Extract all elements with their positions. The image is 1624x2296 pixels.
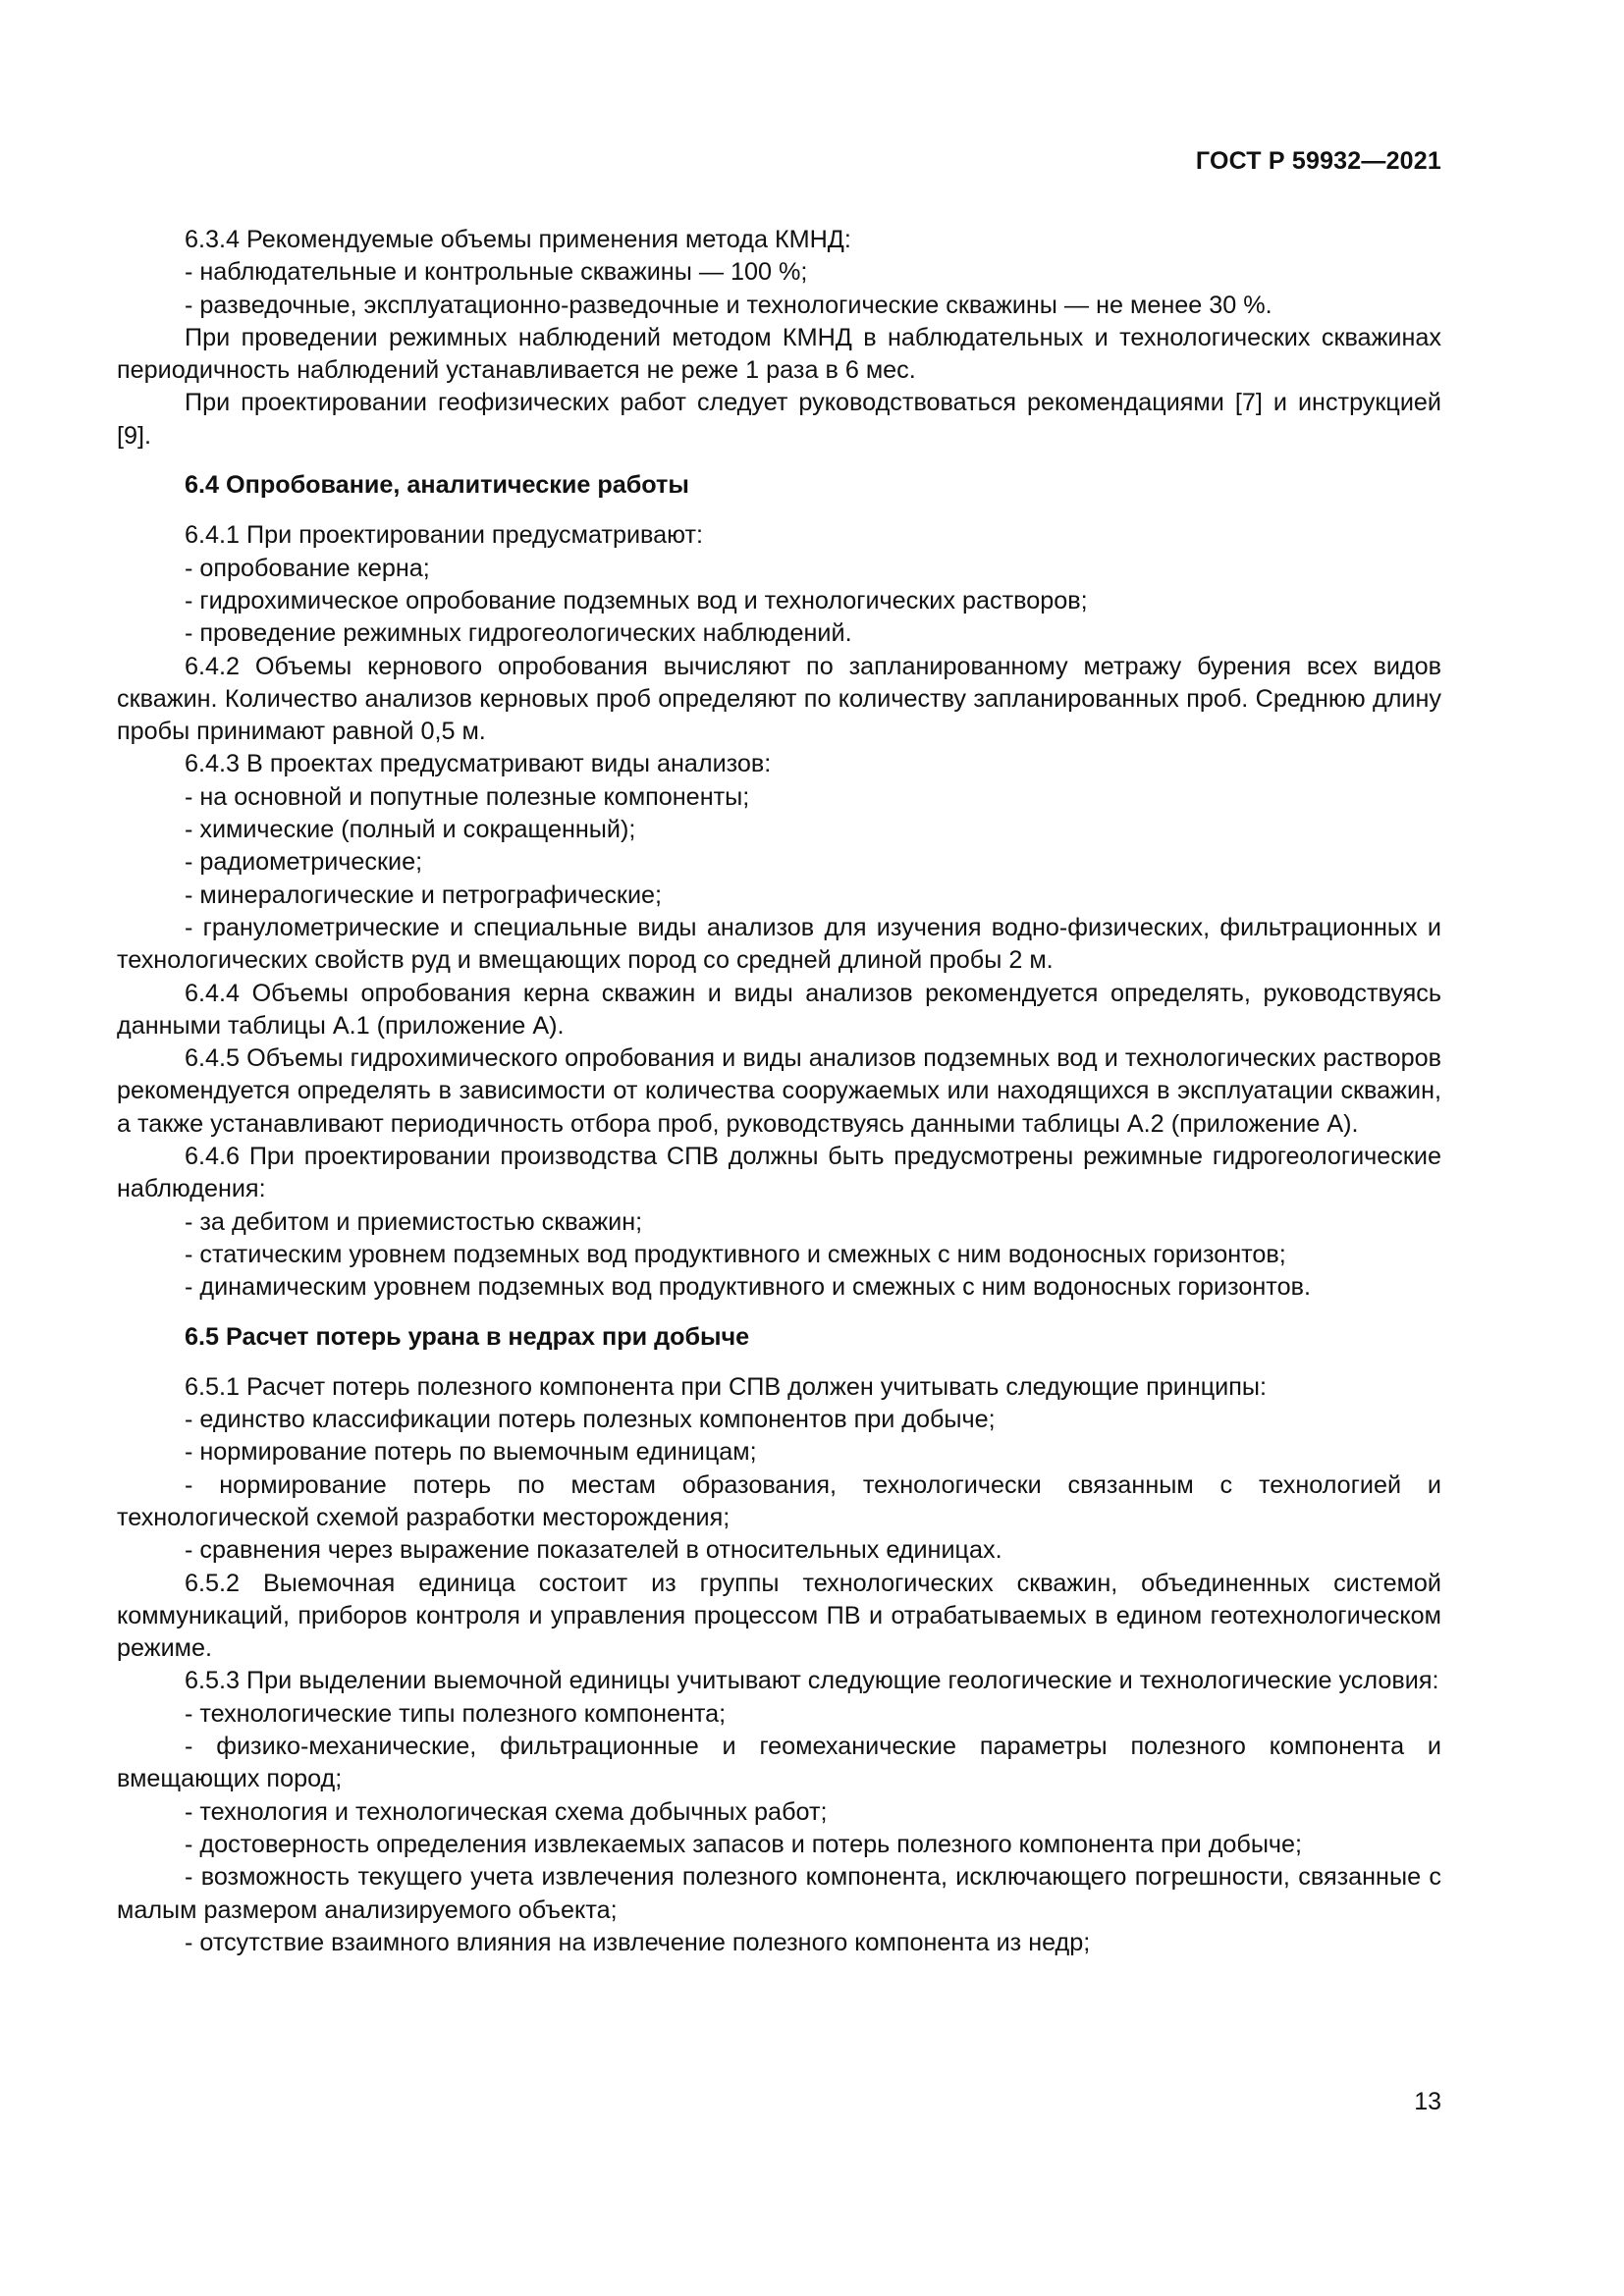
paragraph: - разведочные, эксплуатационно-разведочные и технологические скважины — не менее 30 %. [185, 291, 1272, 319]
paragraph: - динамическим уровнем подземных вод продуктивного и смежных с ним водоносных горизонтов. [185, 1273, 1311, 1302]
paragraph: - на основной и попутные полезные компоненты; [185, 782, 750, 811]
paragraph: - радиометрические; [185, 848, 423, 877]
paragraph: 6.4.6 При проектировании производства СПВ должны быть предусмотрены режимные гидрогеологические наблюдения: [117, 1143, 1441, 1203]
paragraph: - достоверность определения извлекаемых запасов и потерь полезного компонента при добыче; [185, 1830, 1303, 1858]
page-number: 13 [1414, 2088, 1441, 2115]
section-heading: 6.5 Расчет потерь урана в недрах при добыче [185, 1322, 750, 1351]
paragraph: При проектировании геофизических работ следует руководствоваться рекомендациями [7] и инструкцией [9]. [117, 389, 1441, 450]
paragraph: - гранулометрические и специальные виды анализов для изучения водно-физических, фильтрационных и технологических свойств руд и вмещающих пород со средней длиной пробы 2 м. [117, 913, 1441, 975]
paragraph: При проведении режимных наблюдений методом КМНД в наблюдательных и технологических скважинах периодичность наблюдений устанавливается не реже 1 раза в 6 мес. [117, 323, 1441, 385]
section-heading: 6.4 Опробование, аналитические работы [185, 471, 689, 500]
paragraph: 6.4.5 Объемы гидрохимического опробования и виды анализов подземных вод и технологических растворов рекомендуется определять в зависимости от количества сооружаемых или находящихся в эксплуатации скважин, а также устанавливают периодичность отбора проб, руководствуясь данными таблицы А.2 (приложение А). [117, 1044, 1441, 1138]
paragraph: - химические (полный и сокращенный); [185, 816, 636, 844]
paragraph: - нормирование потерь по выемочным единицам; [185, 1438, 757, 1467]
paragraph: 6.5.2 Выемочная единица состоит из группы технологических скважин, объединенных системой коммуникаций, приборов контроля и управления процессом ПВ и отрабатываемых в едином геотехнологическом режиме. [117, 1569, 1441, 1663]
paragraph: 6.4.2 Объемы кернового опробования вычисляют по запланированному метражу бурения всех видов скважин. Количество анализов керновых проб определяют по количеству запланированных проб. Среднюю длину пробы принимают равной 0,5 м. [117, 652, 1441, 746]
paragraph: - сравнения через выражение показателей в относительных единицах. [185, 1536, 1002, 1565]
paragraph: 6.4.3 В проектах предусматривают виды анализов: [185, 750, 772, 778]
paragraph: 6.4.4 Объемы опробования керна скважин и виды анализов рекомендуется определять, руководствуясь данными таблицы А.1 (приложение А). [117, 979, 1441, 1040]
paragraph: - за дебитом и приемистостью скважин; [185, 1207, 643, 1236]
paragraph: - технология и технологическая схема добычных работ; [185, 1797, 828, 1826]
paragraph: - проведение режимных гидрогеологических наблюдений. [185, 619, 852, 648]
standard-designation: ГОСТ Р 59932—2021 [1195, 147, 1441, 175]
paragraph: - технологические типы полезного компонента; [185, 1699, 727, 1728]
paragraph: - физико-механические, фильтрационные и геомеханические параметры полезного компонента и вмещающих пород; [117, 1733, 1441, 1793]
paragraph: - статическим уровнем подземных вод продуктивного и смежных с ним водоносных горизонтов; [185, 1240, 1286, 1268]
paragraph: 6.3.4 Рекомендуемые объемы применения метода КМНД: [185, 226, 851, 253]
paragraph: - минералогические и петрографические; [185, 881, 663, 909]
paragraph: 6.5.3 При выделении выемочной единицы учитывают следующие геологические и технологические условия: [185, 1667, 1439, 1695]
paragraph: - гидрохимическое опробование подземных вод и технологических растворов; [185, 586, 1088, 614]
paragraph: - отсутствие взаимного влияния на извлечение полезного компонента из недр; [185, 1928, 1091, 1956]
paragraph: - опробование керна; [185, 554, 430, 582]
paragraph: - единство классификации потерь полезных компонентов при добыче; [185, 1406, 996, 1434]
paragraph: 6.4.1 При проектировании предусматривают: [185, 521, 704, 550]
page-body [117, 224, 1441, 1959]
paragraph: 6.5.1 Расчет потерь полезного компонента при СПВ должен учитывать следующие принципы: [185, 1372, 1267, 1401]
paragraph: - нормирование потерь по местам образования, технологически связанным с технологией и технологической схемой разработки месторождения; [117, 1470, 1441, 1531]
paragraph: - возможность текущего учета извлечения полезного компонента, исключающего погрешности, связанные с малым размером анализируемого объекта; [117, 1863, 1441, 1924]
paragraph: - наблюдательные и контрольные скважины — 100 %; [185, 258, 808, 287]
